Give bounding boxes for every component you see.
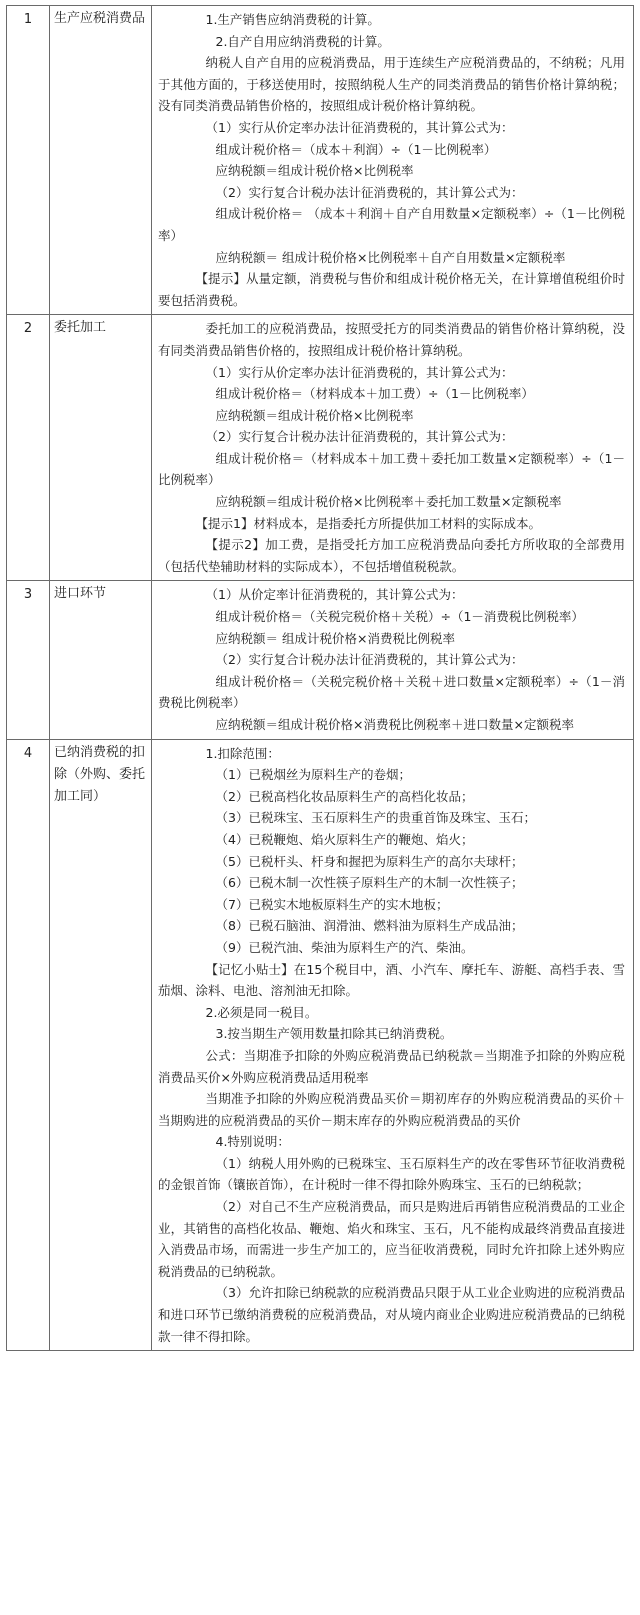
content-paragraph: 1.生产销售应纳消费税的计算。 xyxy=(205,12,380,27)
content-paragraph: 当期准予扣除的外购应税消费品买价＝期初库存的外购应税消费品的买价＋当期购进的应税消费品的买价－期末库存的外购应税消费品的买价 xyxy=(158,1091,625,1128)
content-paragraph: 2.必须是同一税目。 xyxy=(205,1004,318,1020)
row-title: 已纳消费税的扣除（外购、委托加工同） xyxy=(50,739,152,1351)
content-paragraph: （2）实行复合计税办法计征消费税的，其计算公式为： xyxy=(205,429,514,445)
table-row xyxy=(7,739,634,1351)
row-content xyxy=(152,581,634,739)
content-paragraph: 组成计税价格＝（成本＋利润）÷（1－比例税率） xyxy=(215,141,497,157)
content-paragraph: 组成计税价格＝ （成本＋利润＋自产自用数量×定额税率）÷（1－比例税率） xyxy=(158,206,625,243)
row-title: 委托加工 xyxy=(50,315,152,581)
content-paragraph: 【提示1】材料成本，是指委托方所提供加工材料的实际成本。 xyxy=(195,515,541,531)
content-paragraph: （1）实行从价定率办法计征消费税的，其计算公式为： xyxy=(205,119,514,135)
content-paragraph: 4.特别说明： xyxy=(215,1134,290,1150)
content-paragraph: （7）已税实木地板原料生产的实木地板； xyxy=(215,896,449,912)
row-title: 生产应税消费品 xyxy=(50,6,152,315)
row-number: 3 xyxy=(7,581,50,739)
row-content xyxy=(152,739,634,1351)
content-paragraph: 【记忆小贴士】在15个税目中，酒、小汽车、摩托车、游艇、高档手表、雪茄烟、涂料、电池、溶剂油无扣除。 xyxy=(158,961,625,999)
content-paragraph: （6）已税木制一次性筷子原料生产的木制一次性筷子； xyxy=(215,875,524,891)
content-paragraph: （2）已税高档化妆品原料生产的高档化妆品； xyxy=(215,788,474,804)
content-paragraph: 2.自产自用应纳消费税的计算。 xyxy=(215,33,390,49)
table-row xyxy=(7,581,634,739)
row-content xyxy=(152,315,634,581)
content-paragraph: 应纳税额＝组成计税价格×比例税率＋委托加工数量×定额税率 xyxy=(215,494,562,510)
content-paragraph: 1.扣除范围： xyxy=(205,745,280,761)
row-number: 2 xyxy=(7,315,50,581)
content-paragraph: 组成计税价格＝（材料成本＋加工费）÷（1－比例税率） xyxy=(215,386,534,402)
content-paragraph: （8）已税石脑油、润滑油、燃料油为原料生产成品油； xyxy=(215,918,524,934)
content-paragraph: 组成计税价格＝（关税完税价格＋关税＋进口数量×定额税率）÷（1－消费税比例税率） xyxy=(158,673,625,711)
content-paragraph: （1）纳税人用外购的已税珠宝、玉石原料生产的改在零售环节征收消费税的金银首饰（镶嵌首饰），在计税时一律不得扣除外购珠宝、玉石的已纳税款； xyxy=(158,1155,625,1193)
row-number: 1 xyxy=(7,6,50,315)
content-paragraph: 应纳税额＝ 组成计税价格×消费税比例税率 xyxy=(215,630,455,646)
content-paragraph: 应纳税额＝组成计税价格×比例税率 xyxy=(215,163,414,179)
content-paragraph: 纳税人自产自用的应税消费品，用于连续生产应税消费品的，不纳税；凡用于其他方面的，于移送使用时，按照纳税人生产的同类消费品的销售价格计算纳税；没有同类消费品销售价格的，按照组成计税价格计算纳税。 xyxy=(158,55,625,114)
content-paragraph: （1）已税烟丝为原料生产的卷烟； xyxy=(215,767,411,783)
table-row xyxy=(7,315,634,581)
row-content xyxy=(152,6,634,315)
content-paragraph: （3）允许扣除已纳税款的应税消费品只限于从工业企业购进的应税消费品和进口环节已缴纳消费税的应税消费品，对从境内商业企业购进应税消费品的已纳税款一律不得扣除。 xyxy=(158,1285,625,1344)
content-paragraph: 应纳税额＝组成计税价格×比例税率 xyxy=(215,407,414,423)
row-number: 4 xyxy=(7,739,50,1351)
content-paragraph: （3）已税珠宝、玉石原料生产的贵重首饰及珠宝、玉石； xyxy=(215,810,536,826)
table-row xyxy=(7,6,634,315)
content-paragraph: （5）已税杆头、杆身和握把为原料生产的高尔夫球杆； xyxy=(215,853,524,869)
content-paragraph: （9）已税汽油、柴油为原料生产的汽、柴油。 xyxy=(215,939,474,955)
content-paragraph: 应纳税额＝组成计税价格×消费税比例税率＋进口数量×定额税率 xyxy=(215,717,574,732)
content-paragraph: 组成计税价格＝（材料成本＋加工费＋委托加工数量×定额税率）÷（1－比例税率） xyxy=(158,450,625,488)
content-paragraph: （1）实行从价定率办法计征消费税的，其计算公式为： xyxy=(205,364,514,380)
content-paragraph: 委托加工的应税消费品，按照受托方的同类消费品的销售价格计算纳税，没有同类消费品销售价格的，按照组成计税价格计算纳税。 xyxy=(158,321,625,358)
content-paragraph: 组成计税价格＝（关税完税价格＋关税）÷（1－消费税比例税率） xyxy=(215,609,584,625)
content-paragraph: （2）实行复合计税办法计征消费税的，其计算公式为： xyxy=(215,184,524,200)
content-paragraph: （2）对自己不生产应税消费品，而只是购进后再销售应税消费品的工业企业，其销售的高档化妆品、鞭炮、焰火和珠宝、玉石，凡不能构成最终消费品直接进入消费品市场，而需进一步生产加工的，应当征收消费税，同时允许扣除上述外购应税消费品的已纳税款。 xyxy=(158,1199,625,1279)
tax-table xyxy=(6,5,634,1351)
row-title: 进口环节 xyxy=(50,581,152,739)
content-paragraph: （4）已税鞭炮、焰火原料生产的鞭炮、焰火； xyxy=(215,831,474,847)
content-paragraph: 应纳税额＝ 组成计税价格×比例税率＋自产自用数量×定额税率 xyxy=(215,249,566,265)
content-paragraph: 公式：当期准予扣除的外购应税消费品已纳税款＝当期准予扣除的外购应税消费品买价×外购应税消费品适用税率 xyxy=(158,1047,625,1085)
content-paragraph: （1）从价定率计征消费税的，其计算公式为： xyxy=(205,587,464,603)
content-paragraph: 3.按当期生产领用数量扣除其已纳消费税。 xyxy=(215,1026,453,1042)
content-paragraph: 【提示2】加工费，是指受托方加工应税消费品向委托方所收取的全部费用（包括代垫辅助材料的实际成本），不包括增值税税款。 xyxy=(158,537,625,574)
content-paragraph: 【提示】从量定额，消费税与售价和组成计税价格无关，在计算增值税组价时要包括消费税。 xyxy=(158,271,625,308)
content-paragraph: （2）实行复合计税办法计征消费税的，其计算公式为： xyxy=(215,652,524,668)
